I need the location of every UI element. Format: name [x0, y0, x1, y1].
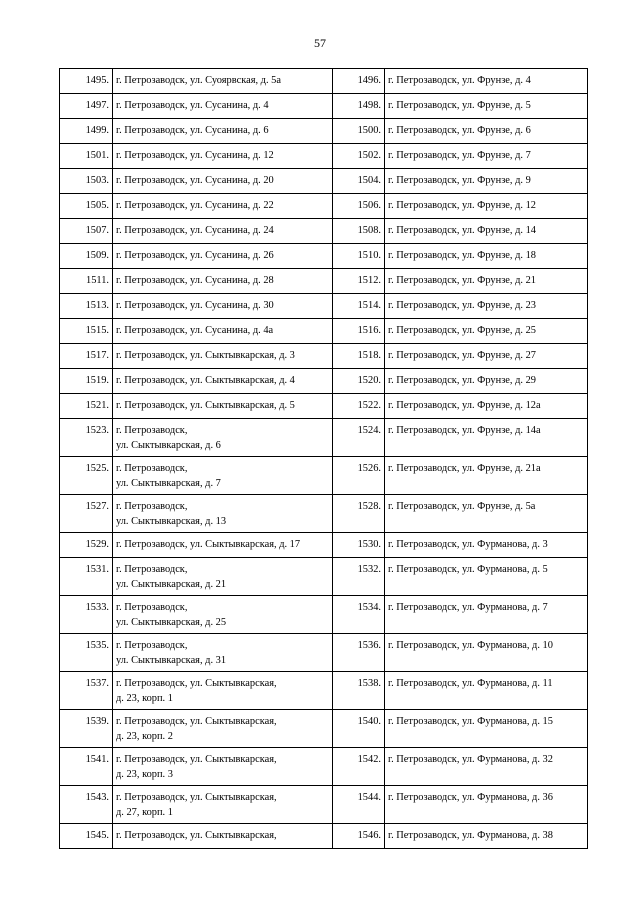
address-cell — [113, 558, 333, 596]
address-line: г. Петрозаводск, — [116, 564, 188, 575]
table-row — [60, 634, 588, 672]
address-line: г. Петрозаводск, ул. Сусанина, д. 24 — [116, 225, 274, 236]
entry-number: 1543. — [60, 786, 113, 824]
table-row — [60, 495, 588, 533]
address-table — [59, 68, 588, 849]
entry-number: 1541. — [60, 748, 113, 786]
table-row — [60, 596, 588, 634]
entry-number: 1523. — [60, 419, 113, 457]
address-line: г. Петрозаводск, — [116, 602, 188, 613]
table-row — [60, 244, 588, 269]
table-row — [60, 419, 588, 457]
table-row — [60, 672, 588, 710]
address-cell: г. Петрозаводск, ул. Фурманова, д. 15 — [385, 710, 588, 748]
address-line: г. Петрозаводск, ул. Сусанина, д. 4 — [116, 100, 269, 111]
entry-number: 1503. — [60, 169, 113, 194]
address-cell: г. Петрозаводск, ул. Фурманова, д. 11 — [385, 672, 588, 710]
address-line: г. Петрозаводск, ул. Сыктывкарская, — [116, 754, 277, 765]
address-cell — [113, 710, 333, 748]
table-row — [60, 169, 588, 194]
table-row — [60, 394, 588, 419]
entry-number: 1498. — [333, 94, 385, 119]
entry-number: 1544. — [333, 786, 385, 824]
address-line: г. Петрозаводск, ул. Сыктывкарская, д. 5 — [116, 400, 295, 411]
page-number: 57 — [314, 36, 326, 50]
address-line-continuation: д. 23, корп. 3 — [116, 769, 173, 780]
address-line: г. Петрозаводск, ул. Сусанина, д. 30 — [116, 300, 274, 311]
table-row — [60, 94, 588, 119]
address-cell — [113, 244, 333, 269]
address-cell: г. Петрозаводск, ул. Фрунзе, д. 5 — [385, 94, 588, 119]
address-cell: г. Петрозаводск, ул. Фрунзе, д. 25 — [385, 319, 588, 344]
entry-number: 1536. — [333, 634, 385, 672]
address-cell — [113, 495, 333, 533]
entry-number: 1512. — [333, 269, 385, 294]
table-row — [60, 786, 588, 824]
address-cell — [113, 119, 333, 144]
entry-number: 1511. — [60, 269, 113, 294]
address-line: г. Петрозаводск, ул. Сусанина, д. 22 — [116, 200, 274, 211]
address-cell: г. Петрозаводск, ул. Фурманова, д. 5 — [385, 558, 588, 596]
address-line: г. Петрозаводск, ул. Сыктывкарская, д. 3 — [116, 350, 295, 361]
table-row — [60, 144, 588, 169]
entry-number: 1501. — [60, 144, 113, 169]
entry-number: 1516. — [333, 319, 385, 344]
address-cell — [113, 419, 333, 457]
entry-number: 1507. — [60, 219, 113, 244]
table-row — [60, 319, 588, 344]
address-cell: г. Петрозаводск, ул. Фурманова, д. 32 — [385, 748, 588, 786]
table-row — [60, 369, 588, 394]
address-cell — [113, 394, 333, 419]
entry-number: 1534. — [333, 596, 385, 634]
entry-number: 1525. — [60, 457, 113, 495]
address-cell — [113, 596, 333, 634]
address-cell: г. Петрозаводск, ул. Фрунзе, д. 23 — [385, 294, 588, 319]
entry-number: 1540. — [333, 710, 385, 748]
address-cell: г. Петрозаводск, ул. Фрунзе, д. 4 — [385, 69, 588, 94]
address-line: г. Петрозаводск, ул. Сусанина, д. 6 — [116, 125, 269, 136]
entry-number: 1545. — [60, 824, 113, 849]
entry-number: 1508. — [333, 219, 385, 244]
entry-number: 1522. — [333, 394, 385, 419]
address-cell — [113, 344, 333, 369]
address-line: г. Петрозаводск, — [116, 640, 188, 651]
address-cell — [113, 294, 333, 319]
address-line: г. Петрозаводск, ул. Суоярвская, д. 5а — [116, 75, 281, 86]
entry-number: 1532. — [333, 558, 385, 596]
address-cell: г. Петрозаводск, ул. Фурманова, д. 3 — [385, 533, 588, 558]
address-line: г. Петрозаводск, ул. Сыктывкарская, — [116, 830, 277, 841]
address-cell — [113, 369, 333, 394]
address-line-continuation: ул. Сыктывкарская, д. 21 — [116, 579, 227, 590]
entry-number: 1528. — [333, 495, 385, 533]
address-cell: г. Петрозаводск, ул. Фрунзе, д. 29 — [385, 369, 588, 394]
entry-number: 1546. — [333, 824, 385, 849]
entry-number: 1538. — [333, 672, 385, 710]
entry-number: 1521. — [60, 394, 113, 419]
address-cell: г. Петрозаводск, ул. Фрунзе, д. 7 — [385, 144, 588, 169]
address-cell — [113, 533, 333, 558]
address-line: г. Петрозаводск, ул. Сыктывкарская, — [116, 678, 277, 689]
address-line-continuation: д. 23, корп. 1 — [116, 693, 173, 704]
table-row — [60, 344, 588, 369]
table-row — [60, 119, 588, 144]
entry-number: 1497. — [60, 94, 113, 119]
entry-number: 1535. — [60, 634, 113, 672]
address-line: г. Петрозаводск, — [116, 425, 188, 436]
table-row — [60, 269, 588, 294]
address-cell — [113, 219, 333, 244]
address-cell — [113, 319, 333, 344]
address-cell — [113, 824, 333, 849]
address-cell — [113, 94, 333, 119]
address-line-continuation: ул. Сыктывкарская, д. 7 — [116, 478, 221, 489]
entry-number: 1529. — [60, 533, 113, 558]
address-cell — [113, 69, 333, 94]
address-line-continuation: ул. Сыктывкарская, д. 6 — [116, 440, 221, 451]
entry-number: 1524. — [333, 419, 385, 457]
entry-number: 1531. — [60, 558, 113, 596]
address-cell: г. Петрозаводск, ул. Фурманова, д. 10 — [385, 634, 588, 672]
address-line: г. Петрозаводск, ул. Сусанина, д. 28 — [116, 275, 274, 286]
address-cell: г. Петрозаводск, ул. Фрунзе, д. 27 — [385, 344, 588, 369]
address-cell — [113, 634, 333, 672]
entry-number: 1496. — [333, 69, 385, 94]
address-cell — [113, 672, 333, 710]
entry-number: 1504. — [333, 169, 385, 194]
address-line: г. Петрозаводск, ул. Сусанина, д. 4а — [116, 325, 274, 336]
entry-number: 1515. — [60, 319, 113, 344]
entry-number: 1533. — [60, 596, 113, 634]
address-cell: г. Петрозаводск, ул. Фрунзе, д. 21а — [385, 457, 588, 495]
table-row — [60, 457, 588, 495]
entry-number: 1518. — [333, 344, 385, 369]
address-line: г. Петрозаводск, ул. Сыктывкарская, — [116, 716, 277, 727]
address-line: г. Петрозаводск, ул. Сыктывкарская, д. 17 — [116, 539, 301, 550]
entry-number: 1510. — [333, 244, 385, 269]
address-cell: г. Петрозаводск, ул. Фрунзе, д. 14а — [385, 419, 588, 457]
address-line-continuation: ул. Сыктывкарская, д. 13 — [116, 516, 227, 527]
table-row — [60, 748, 588, 786]
entry-number: 1495. — [60, 69, 113, 94]
entry-number: 1500. — [333, 119, 385, 144]
address-cell — [113, 786, 333, 824]
entry-number: 1513. — [60, 294, 113, 319]
address-cell — [113, 144, 333, 169]
address-line: г. Петрозаводск, ул. Сусанина, д. 12 — [116, 150, 274, 161]
table-row — [60, 219, 588, 244]
entry-number: 1499. — [60, 119, 113, 144]
address-cell: г. Петрозаводск, ул. Фрунзе, д. 5а — [385, 495, 588, 533]
address-cell — [113, 194, 333, 219]
entry-number: 1505. — [60, 194, 113, 219]
table-row — [60, 194, 588, 219]
address-cell: г. Петрозаводск, ул. Фурманова, д. 38 — [385, 824, 588, 849]
entry-number: 1537. — [60, 672, 113, 710]
address-cell: г. Петрозаводск, ул. Фрунзе, д. 21 — [385, 269, 588, 294]
entry-number: 1506. — [333, 194, 385, 219]
entry-number: 1520. — [333, 369, 385, 394]
entry-number: 1514. — [333, 294, 385, 319]
address-cell — [113, 748, 333, 786]
table-row — [60, 824, 588, 849]
table-row — [60, 69, 588, 94]
table-row — [60, 533, 588, 558]
address-line-continuation: д. 23, корп. 2 — [116, 731, 173, 742]
address-cell: г. Петрозаводск, ул. Фрунзе, д. 12 — [385, 194, 588, 219]
table-row — [60, 710, 588, 748]
address-cell: г. Петрозаводск, ул. Фрунзе, д. 9 — [385, 169, 588, 194]
address-cell: г. Петрозаводск, ул. Фрунзе, д. 6 — [385, 119, 588, 144]
address-line: г. Петрозаводск, ул. Сыктывкарская, д. 4 — [116, 375, 295, 386]
address-cell: г. Петрозаводск, ул. Фрунзе, д. 12а — [385, 394, 588, 419]
address-cell: г. Петрозаводск, ул. Фурманова, д. 36 — [385, 786, 588, 824]
entry-number: 1519. — [60, 369, 113, 394]
address-line: г. Петрозаводск, — [116, 463, 188, 474]
entry-number: 1526. — [333, 457, 385, 495]
address-cell — [113, 457, 333, 495]
address-line: г. Петрозаводск, ул. Сусанина, д. 20 — [116, 175, 274, 186]
address-table-body — [60, 69, 588, 849]
address-cell: г. Петрозаводск, ул. Фрунзе, д. 18 — [385, 244, 588, 269]
address-cell — [113, 269, 333, 294]
address-line-continuation: ул. Сыктывкарская, д. 31 — [116, 655, 227, 666]
address-line-continuation: ул. Сыктывкарская, д. 25 — [116, 617, 227, 628]
entry-number: 1527. — [60, 495, 113, 533]
address-line: г. Петрозаводск, — [116, 501, 188, 512]
table-row — [60, 558, 588, 596]
address-line-continuation: д. 27, корп. 1 — [116, 807, 173, 818]
address-cell: г. Петрозаводск, ул. Фрунзе, д. 14 — [385, 219, 588, 244]
entry-number: 1509. — [60, 244, 113, 269]
entry-number: 1530. — [333, 533, 385, 558]
table-row — [60, 294, 588, 319]
address-line: г. Петрозаводск, ул. Сыктывкарская, — [116, 792, 277, 803]
entry-number: 1539. — [60, 710, 113, 748]
entry-number: 1502. — [333, 144, 385, 169]
entry-number: 1542. — [333, 748, 385, 786]
address-line: г. Петрозаводск, ул. Сусанина, д. 26 — [116, 250, 274, 261]
address-cell — [113, 169, 333, 194]
entry-number: 1517. — [60, 344, 113, 369]
address-cell: г. Петрозаводск, ул. Фурманова, д. 7 — [385, 596, 588, 634]
